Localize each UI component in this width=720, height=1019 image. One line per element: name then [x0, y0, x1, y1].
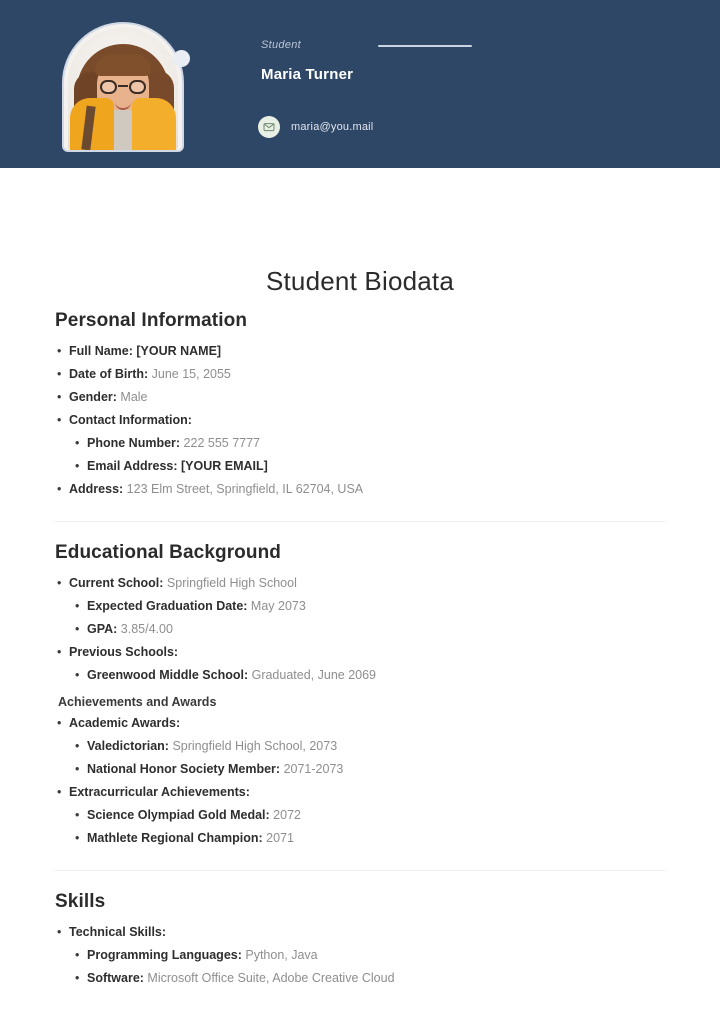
item-value: June 15, 2055 — [148, 367, 231, 381]
list-item — [73, 455, 665, 478]
item-key: Email Address: — [87, 459, 178, 473]
list-item — [73, 944, 665, 967]
header-name: Maria Turner — [261, 66, 354, 83]
list-item — [73, 827, 665, 850]
item-value: 222 555 7777 — [180, 436, 261, 450]
item-value: 2071-2073 — [280, 762, 344, 776]
avatar-photo — [68, 28, 178, 150]
item-key: Full Name: — [69, 344, 133, 358]
section-heading: Skills — [55, 891, 106, 912]
list-item — [55, 363, 665, 386]
header-accent-rule — [378, 45, 472, 47]
list-item — [55, 712, 665, 735]
section-educational-background — [0, 542, 720, 850]
item-key: Previous Schools: — [69, 645, 179, 659]
avatar-frame — [62, 22, 184, 152]
item-value: Male — [116, 390, 148, 404]
item-key: Science Olympiad Gold Medal: — [87, 808, 270, 822]
section-list — [55, 572, 665, 687]
item-key: National Honor Society Member: — [87, 762, 281, 776]
document-header — [0, 0, 720, 168]
item-key: Phone Number: — [87, 436, 181, 450]
list-item — [73, 664, 665, 687]
list-item — [73, 967, 665, 990]
item-key: Programming Languages: — [87, 948, 242, 962]
document-body — [0, 310, 720, 990]
item-key: Valedictorian: — [87, 739, 169, 753]
list-item — [55, 409, 665, 432]
portrait-glasses-bridge — [118, 85, 128, 87]
list-item — [55, 781, 665, 804]
item-value: Python, Java — [241, 948, 318, 962]
section-divider — [55, 870, 665, 871]
nested-list — [73, 595, 665, 641]
list-item — [73, 432, 665, 455]
subsection-list — [55, 712, 665, 850]
item-value: Springfield High School — [163, 576, 297, 590]
item-key: Academic Awards: — [69, 716, 181, 730]
list-item — [55, 386, 665, 409]
nested-list — [73, 944, 665, 990]
header-contact — [258, 116, 373, 138]
envelope-icon — [258, 116, 280, 138]
nested-list — [73, 804, 665, 850]
avatar — [62, 22, 184, 152]
item-value: Graduated, June 2069 — [248, 668, 376, 682]
section-skills — [0, 891, 720, 990]
list-item — [73, 735, 665, 758]
section-list — [55, 340, 665, 501]
item-key: Software: — [87, 971, 144, 985]
subsection-heading: Achievements and Awards — [58, 695, 217, 709]
item-key: Date of Birth: — [69, 367, 149, 381]
nested-list — [73, 735, 665, 781]
header-role-label: Student — [261, 39, 302, 51]
item-key: GPA: — [87, 622, 118, 636]
item-key: Extracurricular Achievements: — [69, 785, 250, 799]
portrait-fringe — [95, 54, 151, 76]
portrait-glasses-left — [100, 80, 117, 94]
list-item — [55, 340, 665, 363]
avatar-accent-dot — [173, 50, 190, 67]
list-item — [73, 595, 665, 618]
item-key: Expected Graduation Date: — [87, 599, 248, 613]
item-key: Current School: — [69, 576, 164, 590]
list-item — [55, 921, 665, 944]
page-title: Student Biodata — [265, 266, 455, 296]
section-list — [55, 921, 665, 990]
item-value: [YOUR NAME] — [132, 344, 222, 358]
list-item — [55, 641, 665, 664]
item-key: Mathlete Regional Champion: — [87, 831, 263, 845]
item-value: Microsoft Office Suite, Adobe Creative Cloud — [143, 971, 395, 985]
list-item — [73, 758, 665, 781]
item-key: Greenwood Middle School: — [87, 668, 249, 682]
item-key: Technical Skills: — [69, 925, 167, 939]
item-value: 2072 — [269, 808, 301, 822]
item-value: 2071 — [262, 831, 294, 845]
list-item — [55, 572, 665, 595]
nested-list — [73, 432, 665, 478]
nested-list — [73, 664, 665, 687]
header-email: maria@you.mail — [291, 121, 374, 133]
item-value: Springfield High School, 2073 — [168, 739, 338, 753]
list-item — [73, 618, 665, 641]
item-value: 123 Elm Street, Springfield, IL 62704, USA — [123, 482, 364, 496]
item-key: Contact Information: — [69, 413, 192, 427]
section-heading: Personal Information — [55, 310, 248, 331]
list-item — [73, 804, 665, 827]
list-item — [55, 478, 665, 501]
section-divider — [55, 521, 665, 522]
item-value: [YOUR EMAIL] — [177, 459, 268, 473]
portrait-jacket-right — [132, 98, 176, 150]
item-value: May 2073 — [247, 599, 306, 613]
item-value: 3.85/4.00 — [117, 622, 173, 636]
item-key: Address: — [69, 482, 124, 496]
section-personal-information — [0, 310, 720, 501]
item-key: Gender: — [69, 390, 117, 404]
section-heading: Educational Background — [55, 542, 282, 563]
portrait-glasses-right — [129, 80, 146, 94]
